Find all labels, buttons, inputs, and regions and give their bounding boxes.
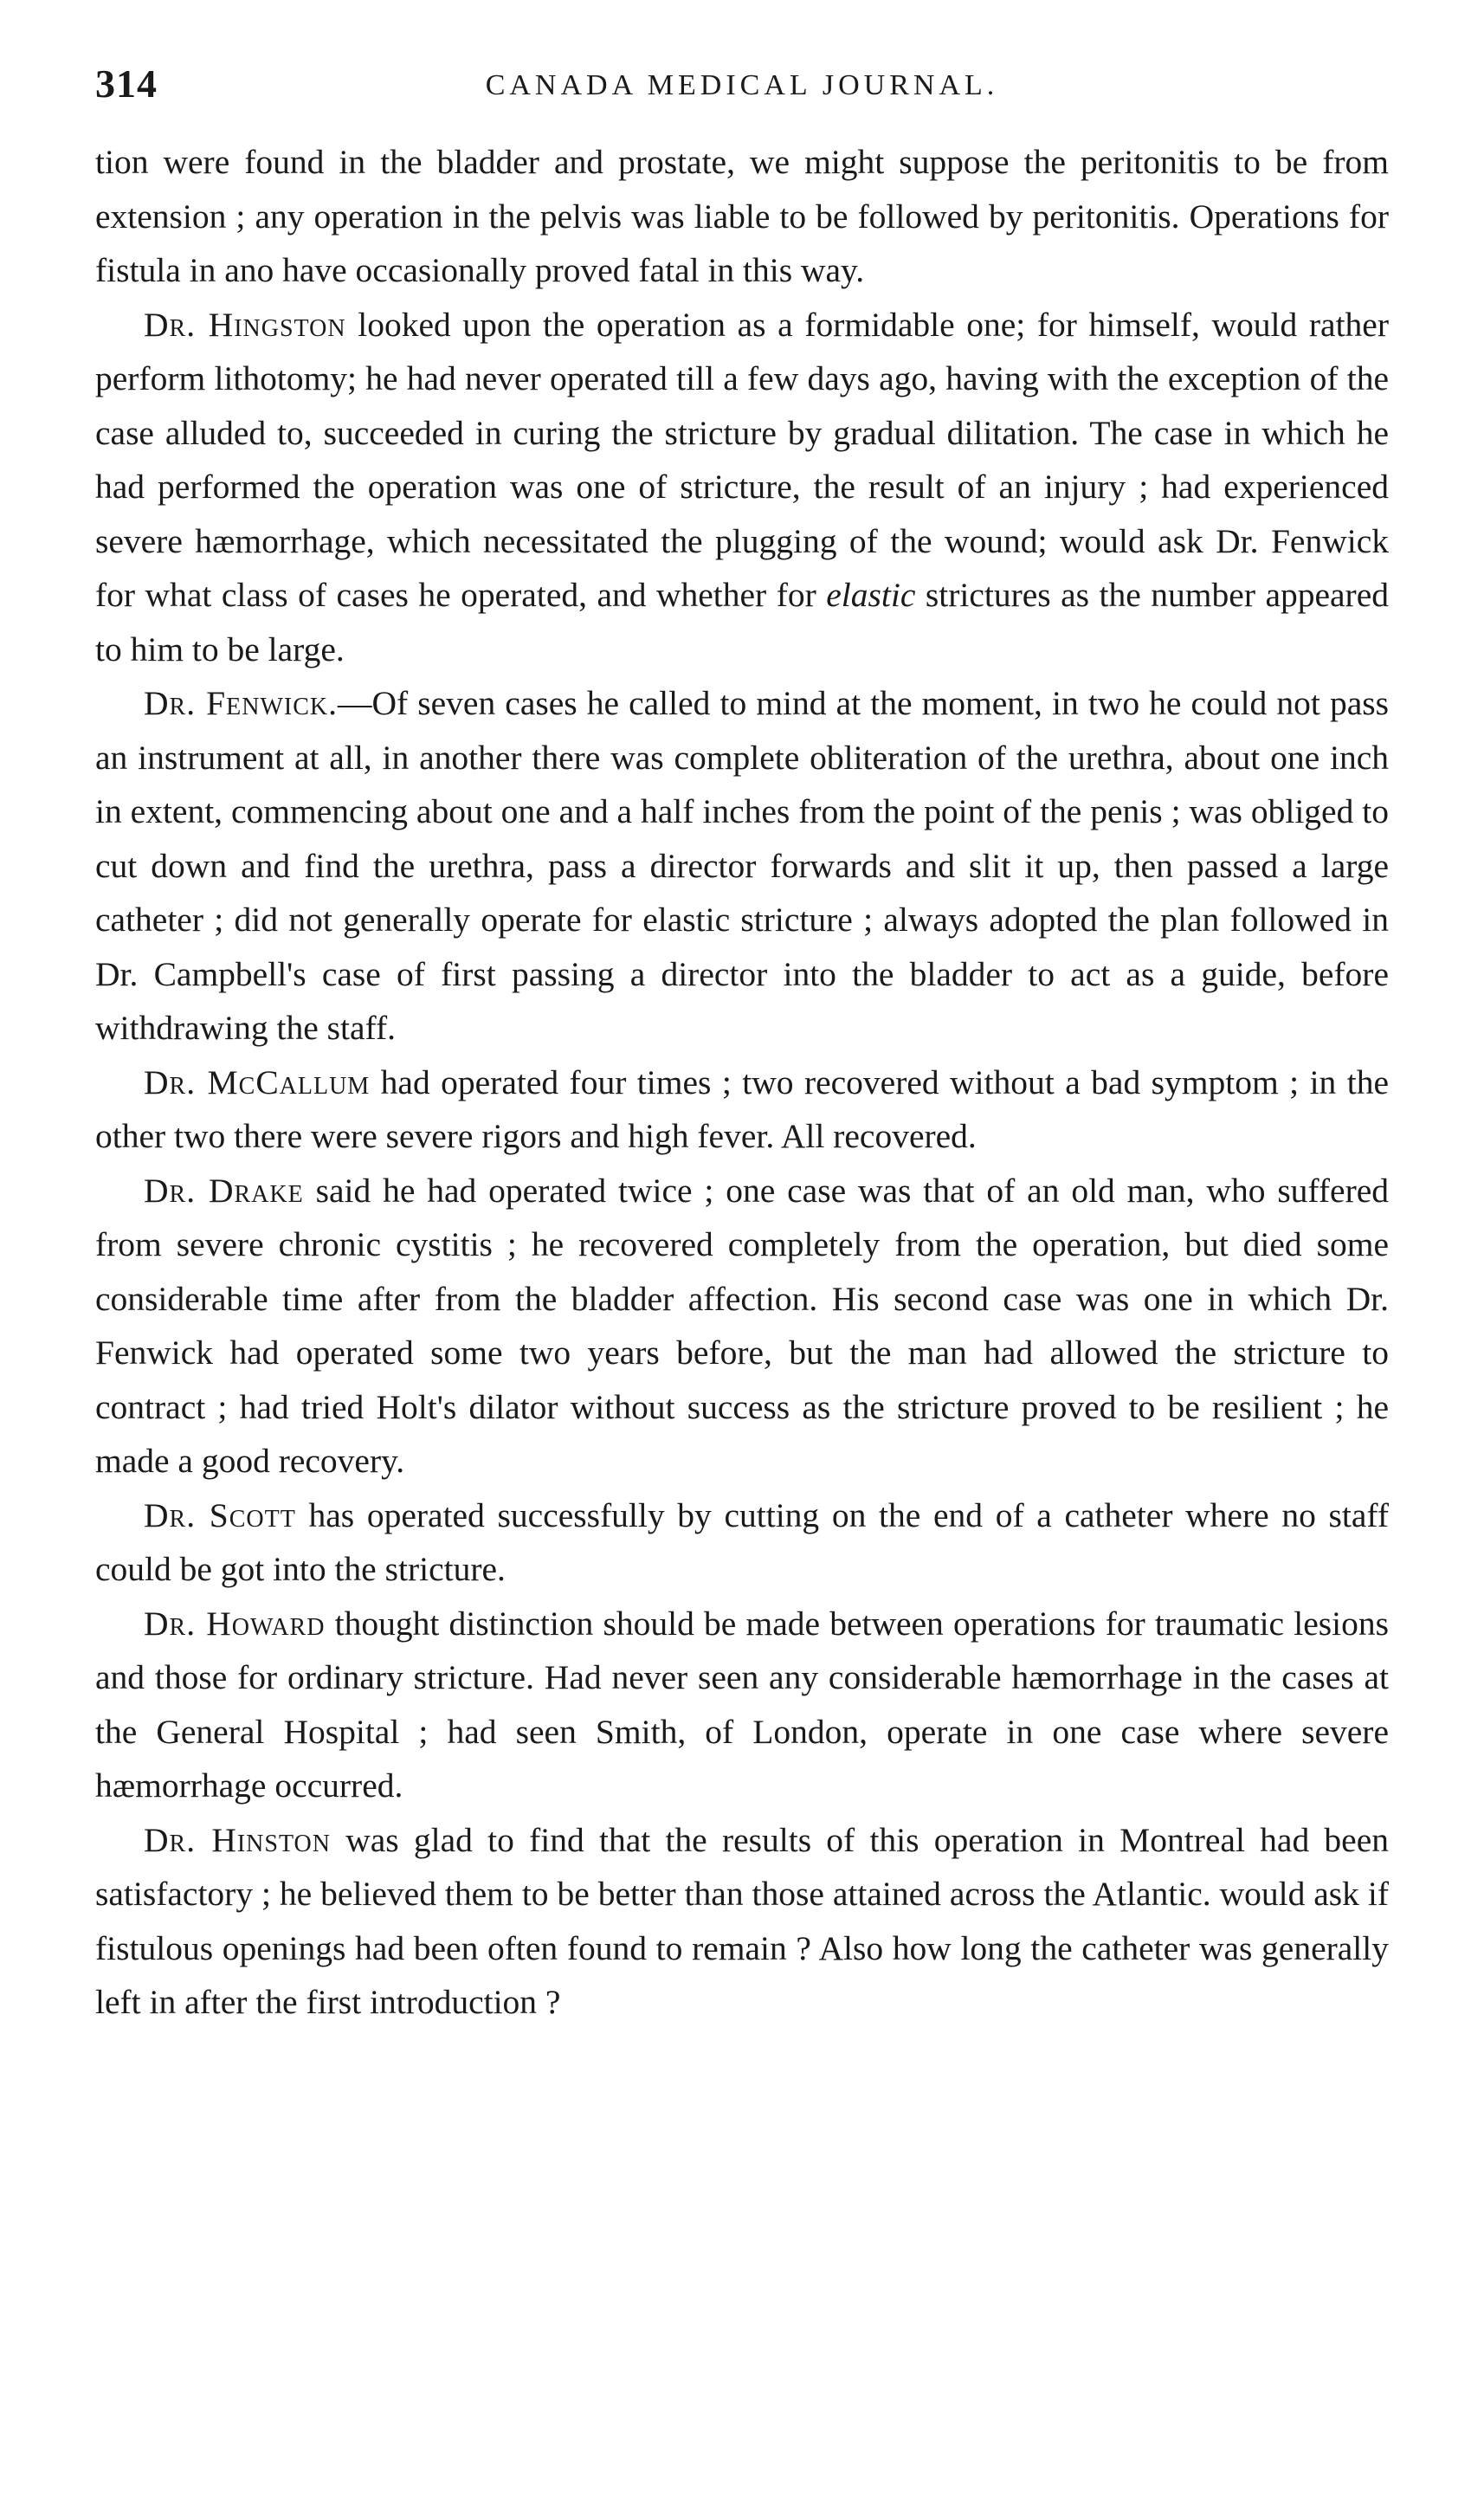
emphasis-text: elastic [826, 576, 916, 614]
paragraph-hingston [95, 298, 1389, 677]
paragraph-scott [95, 1488, 1389, 1597]
speaker-name: Dr. Hinston [144, 1820, 331, 1859]
paragraph-text: has operated successfully by cutting on the end of a catheter where no staff could be got into the stricture. [95, 1495, 1389, 1588]
paragraph-text: strictures as the number appeared to him to be large. [95, 576, 1389, 668]
speaker-name: Dr. Drake [144, 1171, 304, 1210]
paragraph-drake [95, 1164, 1389, 1488]
paragraph-text: looked upon the operation as a formidable one; for himself, would rather perform lithotomy; he had never operated till a few days ago, having with the exception of the case alluded to, succeeded in curing the stricture by gradual dilitation. The case in which he had performed the operation was one of stricture, the result of an injury ; had experienced severe hæmorrhage, which necessitated the plugging of the wound; would ask Dr. Fenwick for what class of cases he operated, and whether for [95, 305, 1389, 614]
paragraph-text: had operated four times ; two recovered without a bad symptom ; in the other two there were severe rigors and high fever. All recovered. [95, 1062, 1389, 1155]
paragraph-mccallum [95, 1056, 1389, 1164]
speaker-name: Dr. Hingston [144, 305, 346, 344]
speaker-name: Dr. Howard [144, 1604, 326, 1643]
paragraph-text: —Of seven cases he called to mind at the moment, in two he could not pass an instrument at all, in another there was complete obliteration of the urethra, about one inch in extent, commencing about one and a half inches from the point of the penis ; was obliged to cut down and find the urethra, pass a director forwards and slit it up, then passed a large catheter ; did not generally operate for elastic stricture ; always adopted the plan followed in Dr. Campbell's case of first passing a director into the bladder to act as a guide, before withdrawing the staff. [95, 684, 1389, 1047]
paragraph-text: thought distinction should be made between operations for traumatic lesions and those for ordinary stricture. Had never seen any considerable hæmorrhage in the cases at the General Hospital ; had seen Smith, of London, operate in one case where severe hæmorrhage occurred. [95, 1604, 1389, 1805]
journal-title: CANADA MEDICAL JOURNAL. [485, 69, 999, 101]
paragraph-text: was glad to find that the results of this operation in Montreal had been satisfactory ; he believed them to be better than those attained across the Atlantic. would ask if fistulous openings had been often found to remain ? Also how long the catheter was generally left in after the first introduction ? [95, 1820, 1389, 2021]
paragraph-hinston [95, 1813, 1389, 2030]
speaker-name: Dr. Fenwick. [144, 684, 338, 722]
speaker-name: Dr. Scott [144, 1495, 296, 1534]
paragraph-howard [95, 1597, 1389, 1813]
body-text [95, 135, 1389, 2030]
paragraph-continuation [95, 135, 1389, 298]
speaker-name: Dr. McCallum [144, 1062, 371, 1101]
paragraph-text: tion were found in the bladder and prostate, we might suppose the peritonitis to be from extension ; any operation in the pelvis was liable to be followed by peritonitis. Operations for fistula in ano have occasionally proved fatal in this way. [95, 143, 1389, 289]
paragraph-fenwick [95, 676, 1389, 1056]
page-number: 314 [95, 61, 158, 106]
running-head [95, 61, 1389, 113]
paragraph-text: said he had operated twice ; one case was that of an old man, who suffered from severe chronic cystitis ; he recovered completely from the operation, but died some considerable time after from the bladder affection. His second case was one in which Dr. Fenwick had operated some two years before, but the man had allowed the stricture to contract ; had tried Holt's dilator without success as the stricture proved to be resilient ; he made a good recovery. [95, 1171, 1389, 1480]
